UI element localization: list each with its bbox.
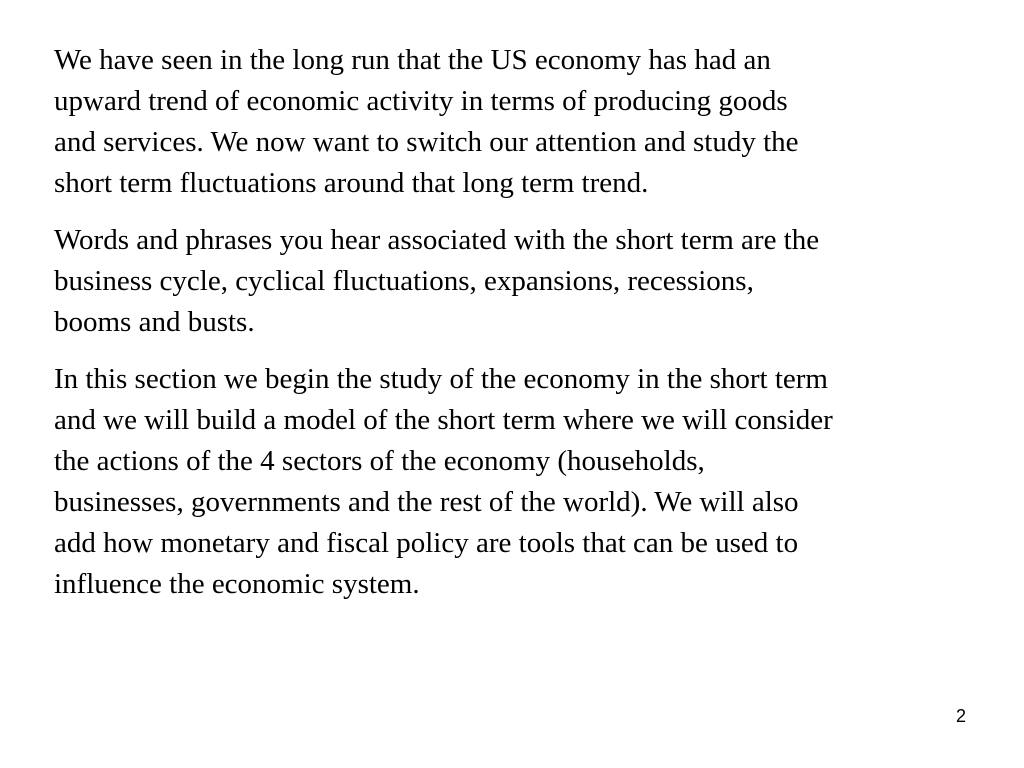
- page-number: 2: [955, 706, 966, 726]
- paragraph-section-overview: In this section we begin the study of the economy in the short term and we will build a model of the short term where we will consider the actions of the 4 sectors of the economy (households, businesses, governments and the rest of the world). We will also add how monetary and fiscal policy are tools that can be used to influence the economic system.: [54, 363, 833, 600]
- paragraph-short-term-terms: Words and phrases you hear associated with the short term are the business cycle, cyclical fluctuations, expansions, recessions, booms and busts.: [54, 224, 820, 338]
- paragraph-long-run-trend: We have seen in the long run that the US economy has had an upward trend of economic activity in terms of producing goods and services. We now want to switch our attention and study the short term fluctuations around that long term trend.: [54, 44, 799, 199]
- slide-body: [54, 40, 984, 621]
